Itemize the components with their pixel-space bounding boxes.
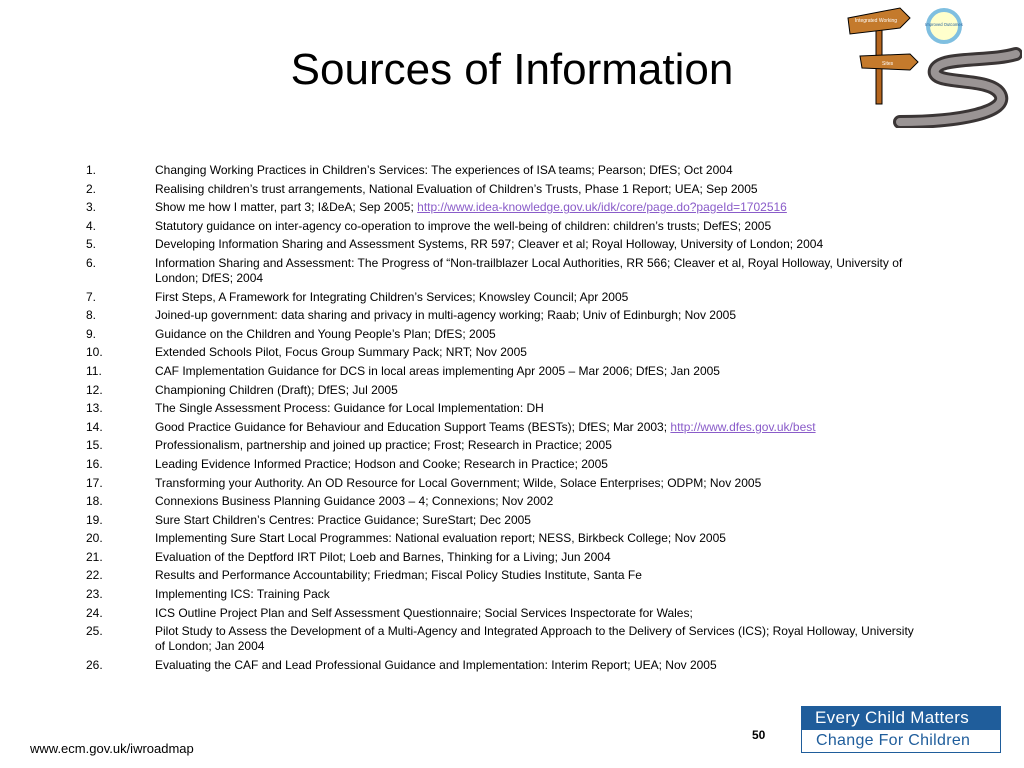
reference-item (0, 420, 1024, 435)
reference-text: Transforming your Authority. An OD Resource for Local Government; Wilde, Solace Enterprises; ODPM; Nov 2005 (155, 475, 762, 490)
reference-text: CAF Implementation Guidance for DCS in local areas implementing Apr 2005 – Mar 2006; DfES; Jan 2005 (155, 363, 720, 378)
reference-text: First Steps, A Framework for Integrating Children’s Services; Knowsley Council; Apr 2005 (155, 289, 629, 304)
reference-text: Developing Information Sharing and Assessment Systems, RR 597; Cleaver et al; Royal Holloway, University of London; 2004 (155, 237, 824, 252)
reference-number: 19. (86, 512, 103, 527)
reference-item (0, 182, 1024, 197)
reference-item (0, 457, 1024, 472)
reference-number: 2. (86, 181, 97, 196)
reference-text: Implementing Sure Start Local Programmes: National evaluation report; NESS, Birkbeck College; Nov 2005 (155, 531, 726, 546)
page-title: Sources of Information (290, 45, 734, 94)
reference-item (0, 606, 1024, 621)
reference-link[interactable]: http://www.idea-knowledge.gov.uk/idk/core/page.do?pageId=1702516 (417, 200, 787, 215)
roadmap-illustration (840, 4, 1022, 128)
reference-link[interactable]: http://www.dfes.gov.uk/best (670, 419, 816, 434)
reference-list (0, 163, 1024, 676)
reference-item (0, 237, 1024, 252)
reference-number: 15. (86, 438, 103, 453)
reference-item (0, 200, 1024, 215)
reference-number: 18. (86, 494, 103, 509)
reference-text: Changing Working Practices in Children’s Services: The experiences of ISA teams; Pearson; DfES; Oct 2004 (155, 163, 733, 177)
reference-item (0, 256, 1024, 286)
reference-item (0, 494, 1024, 509)
reference-number: 21. (86, 549, 103, 564)
reference-text: The Single Assessment Process: Guidance for Local Implementation: DH (155, 401, 544, 416)
reference-text: Professionalism, partnership and joined up practice; Frost; Research in Practice; 2005 (155, 438, 612, 453)
reference-text: Sure Start Children’s Centres: Practice Guidance; SureStart; Dec 2005 (155, 512, 531, 527)
footer-url: www.ecm.gov.uk/iwroadmap (30, 741, 194, 756)
reference-item (0, 568, 1024, 583)
reference-number: 6. (86, 255, 97, 270)
reference-item (0, 476, 1024, 491)
reference-number: 10. (86, 345, 103, 360)
reference-number: 25. (86, 624, 103, 639)
reference-text: Leading Evidence Informed Practice; Hodson and Cooke; Research in Practice; 2005 (155, 456, 608, 471)
reference-text: Information Sharing and Assessment: The Progress of “Non-trailblazer Local Authorities, RR 566; Cleaver et al, Royal Holloway, University of London; DfES; 2004 (155, 255, 903, 285)
reference-text: Joined-up government: data sharing and privacy in multi-agency working; Raab; Univ of Edinburgh; Nov 2005 (155, 308, 736, 323)
reference-text: Connexions Business Planning Guidance 2003 – 4; Connexions; Nov 2002 (155, 494, 554, 509)
reference-item (0, 345, 1024, 360)
reference-number: 11. (86, 363, 102, 378)
reference-number: 14. (86, 419, 103, 434)
reference-text: Pilot Study to Assess the Development of a Multi-Agency and Integrated Approach to the Delivery of Services (ICS); Royal Holloway, University of London; Jan 2004 (155, 624, 914, 654)
reference-number: 7. (86, 289, 97, 304)
reference-item (0, 290, 1024, 305)
reference-item (0, 163, 1024, 178)
reference-number: 4. (86, 218, 97, 233)
logo-line-1: Every Child Matters (801, 706, 1001, 730)
reference-number: 3. (86, 200, 97, 215)
reference-number: 5. (86, 237, 97, 252)
reference-text: Evaluating the CAF and Lead Professional Guidance and Implementation: Interim Report; UEA; Nov 2005 (155, 657, 717, 672)
reference-number: 17. (86, 475, 103, 490)
reference-number: 24. (86, 605, 103, 620)
reference-number: 1. (86, 163, 97, 177)
reference-item (0, 401, 1024, 416)
logo-line-2: Change For Children (801, 730, 1001, 753)
reference-text: Results and Performance Accountability; Friedman; Fiscal Policy Studies Institute, Santa Fe (155, 568, 642, 583)
reference-item (0, 438, 1024, 453)
reference-item (0, 308, 1024, 323)
reference-item (0, 587, 1024, 602)
page-number: 50 (752, 728, 766, 742)
reference-text: Implementing ICS: Training Pack (155, 587, 330, 602)
reference-item (0, 383, 1024, 398)
reference-item (0, 327, 1024, 342)
reference-item (0, 624, 1024, 654)
reference-number: 23. (86, 587, 103, 602)
reference-text: Statutory guidance on inter-agency co-operation to improve the well-being of children: children’s trusts; DefES; 2005 (155, 218, 772, 233)
reference-number: 20. (86, 531, 103, 546)
reference-text: Evaluation of the Deptford IRT Pilot; Loeb and Barnes, Thinking for a Living; Jun 2004 (155, 549, 611, 564)
reference-number: 8. (86, 308, 97, 323)
circle-label-outcomes: Improved Outcomes (925, 22, 963, 27)
reference-number: 22. (86, 568, 103, 583)
reference-text: ICS Outline Project Plan and Self Assessment Questionnaire; Social Services Inspectorate for Wales; (155, 605, 693, 620)
reference-text: Extended Schools Pilot, Focus Group Summary Pack; NRT; Nov 2005 (155, 345, 527, 360)
reference-item (0, 513, 1024, 528)
reference-number: 13. (86, 401, 103, 416)
reference-text: Championing Children (Draft); DfES; Jul 2005 (155, 382, 398, 397)
reference-number: 12. (86, 382, 103, 397)
reference-text: Realising children’s trust arrangements, National Evaluation of Children’s Trusts, Phase 1 Report; UEA; Sep 2005 (155, 181, 758, 196)
reference-text: Good Practice Guidance for Behaviour and Education Support Teams (BESTs); DfES; Mar 2003; (155, 419, 671, 434)
reference-number: 26. (86, 657, 103, 672)
reference-item (0, 364, 1024, 379)
every-child-matters-logo (801, 706, 1001, 754)
reference-number: 16. (86, 456, 103, 471)
reference-item (0, 658, 1024, 673)
sign-label-integrated: Integrated Working (854, 18, 898, 24)
reference-text: Guidance on the Children and Young People’s Plan; DfES; 2005 (155, 326, 496, 341)
sign-label-sites: Sites (882, 61, 894, 67)
reference-item (0, 219, 1024, 234)
reference-item (0, 550, 1024, 565)
reference-number: 9. (86, 326, 97, 341)
reference-item (0, 531, 1024, 546)
reference-text: Show me how I matter, part 3; I&DeA; Sep 2005; (155, 200, 418, 215)
